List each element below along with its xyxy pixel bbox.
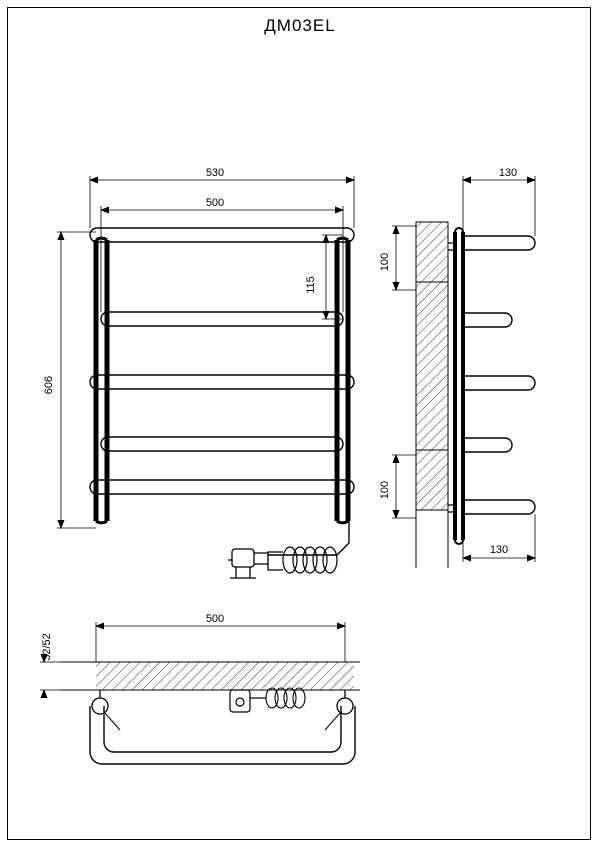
power-plug: [228, 549, 283, 578]
front-view-dimensions: [57, 176, 354, 528]
control-switch: [230, 690, 266, 712]
coiled-cord: [283, 547, 337, 573]
top-view: [60, 662, 360, 764]
dim-mount-bottom: 100: [379, 480, 391, 500]
dim-top-width: 500: [205, 613, 225, 625]
dim-depth-top: 130: [498, 167, 518, 179]
dim-rung-pitch: 115: [305, 276, 317, 294]
drawing-title: ДМ03EL: [264, 16, 336, 35]
side-view: [416, 222, 535, 568]
dim-depth-bottom: 130: [489, 544, 509, 556]
dim-mount-top: 100: [379, 252, 391, 272]
dim-rail-width: 500: [205, 197, 225, 209]
dim-overall-width: 530: [205, 167, 225, 179]
dim-wall-offset: 32/52: [41, 633, 53, 661]
coiled-cord-top: [266, 688, 345, 708]
dim-overall-height: 606: [43, 375, 55, 395]
